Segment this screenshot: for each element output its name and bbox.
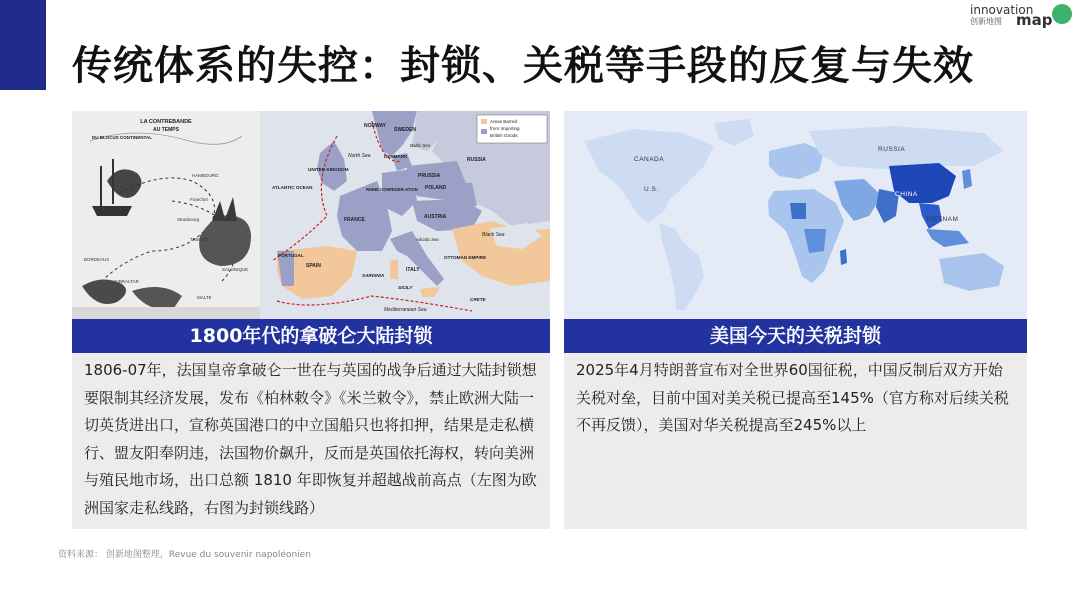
engraving-title-3: DU BLOCUS CONTINENTAL	[92, 135, 152, 140]
accent-bar	[0, 0, 46, 90]
map-label-mediterranean: Mediterranean Sea	[384, 307, 427, 313]
europe-blockade-map	[260, 111, 550, 319]
map-label-france: FRANCE	[344, 217, 365, 223]
right-body-text: 2025年4月特朗普宣布对全世界60国征税，中国反制后双方开始关税对垒，目前中国对美关税已提高至145%（官方称对后续关税不再反馈），美国对华关税提高至245%以上	[576, 361, 1009, 434]
logo-text-map: map	[1016, 11, 1053, 29]
world-map-svg	[564, 111, 1027, 319]
svg-text:Strasbourg: Strasbourg	[177, 217, 200, 222]
map-label-adriatic: Adriatic Sea	[416, 237, 439, 242]
map-label-portugal: PORTUGAL	[278, 253, 304, 258]
map-label-sweden: SWEDEN	[394, 127, 416, 133]
map-label-rhine: RHINE CONFEDER-ATION	[366, 187, 418, 192]
map-label-crete: CRETE	[470, 297, 486, 302]
map-label-uk: UNITED KINGDOM	[308, 167, 349, 172]
map-label-norway: NORWAY	[364, 123, 386, 129]
map-label-spain: SPAIN	[306, 263, 321, 269]
svg-text:Francfort: Francfort	[190, 197, 209, 202]
map-label-sardinia: SARDINIA	[362, 273, 385, 278]
svg-text:TRIESTE: TRIESTE	[190, 237, 210, 242]
panel-napoleon	[72, 111, 550, 529]
historical-maps-svg	[72, 111, 550, 319]
map-label-black-sea: Black Sea	[482, 232, 505, 238]
map-label-austria: AUSTRIA	[424, 214, 447, 220]
map-label-china: CHINA	[895, 191, 918, 198]
legend-line-2: from Importing	[490, 126, 520, 131]
globe-icon	[1052, 4, 1072, 24]
map-label-canada: CANADA	[634, 156, 665, 163]
map-label-vietnam: VIETNAM	[926, 216, 959, 223]
map-label-north-sea: North Sea	[348, 153, 371, 159]
map-label-russia: RUSSIA	[467, 157, 486, 163]
map-label-sicily: SICILY	[398, 285, 413, 290]
legend-line-3: British Goods	[490, 133, 518, 138]
map-label-baltic: Baltic Sea	[410, 143, 431, 148]
svg-text:BORDEAUX: BORDEAUX	[84, 257, 110, 262]
engraving-title-2: AU TEMPS	[153, 127, 179, 133]
right-section-header: 美国今天的关税封锁	[564, 319, 1027, 353]
page-title: 传统体系的失控：封锁、关税等手段的反复与失效	[72, 43, 974, 89]
legend-line-1: Areas Barred	[490, 119, 518, 124]
map-label-prussia: PRUSSIA	[418, 173, 441, 179]
engraving-title-1: LA CONTREBANDE	[140, 119, 192, 125]
logo-text-innovation: innovation	[970, 3, 1034, 17]
historical-images	[72, 111, 550, 319]
left-body-text: 1806-07年，法国皇帝拿破仑一世在与英国的战争后通过大陆封锁想要限制其经济发展，发布《柏林敕令》《米兰敕令》，禁止欧洲大陆一切英货进出口，宣称英国港口的中立国船只也将扣押，结果是走私横行、盟友阳奉阴违，法国物价飙升，反而是英国依托海权，转向美洲与殖民地市场，出口总额 1810 年即恢复并超越战前高点（左图为欧洲国家走私线路，右图为封锁线路）	[84, 361, 537, 517]
map-label-atlantic: ATLANTIC OCEAN	[272, 185, 313, 190]
logo-text-cn: 创新地图	[970, 17, 1002, 26]
smuggling-engraving	[72, 111, 260, 319]
map-label-poland: POLAND	[425, 185, 447, 191]
left-section-header: 1800年代的拿破仑大陆封锁	[72, 319, 550, 353]
svg-text:SALONIQUE: SALONIQUE	[222, 267, 249, 272]
source-note: 资料来源： 创新地图整理，Revue du souvenir napoléonien	[58, 550, 311, 560]
map-label-italy: ITALY	[406, 267, 420, 273]
map-label-ottoman: OTTOMAN EMPIRE	[444, 255, 487, 260]
panel-us-tariff	[564, 111, 1027, 529]
map-label-us: U.S.	[644, 186, 659, 193]
svg-text:GIBRALTAR: GIBRALTAR	[114, 279, 139, 284]
logo	[970, 2, 1072, 28]
tariff-world-map	[564, 111, 1027, 319]
svg-text:HAMBOURG: HAMBOURG	[192, 173, 219, 178]
map-label-denmark: DENMARK	[384, 154, 408, 159]
map-label-russia-world: RUSSIA	[878, 146, 906, 153]
svg-text:MALTE: MALTE	[197, 295, 212, 300]
